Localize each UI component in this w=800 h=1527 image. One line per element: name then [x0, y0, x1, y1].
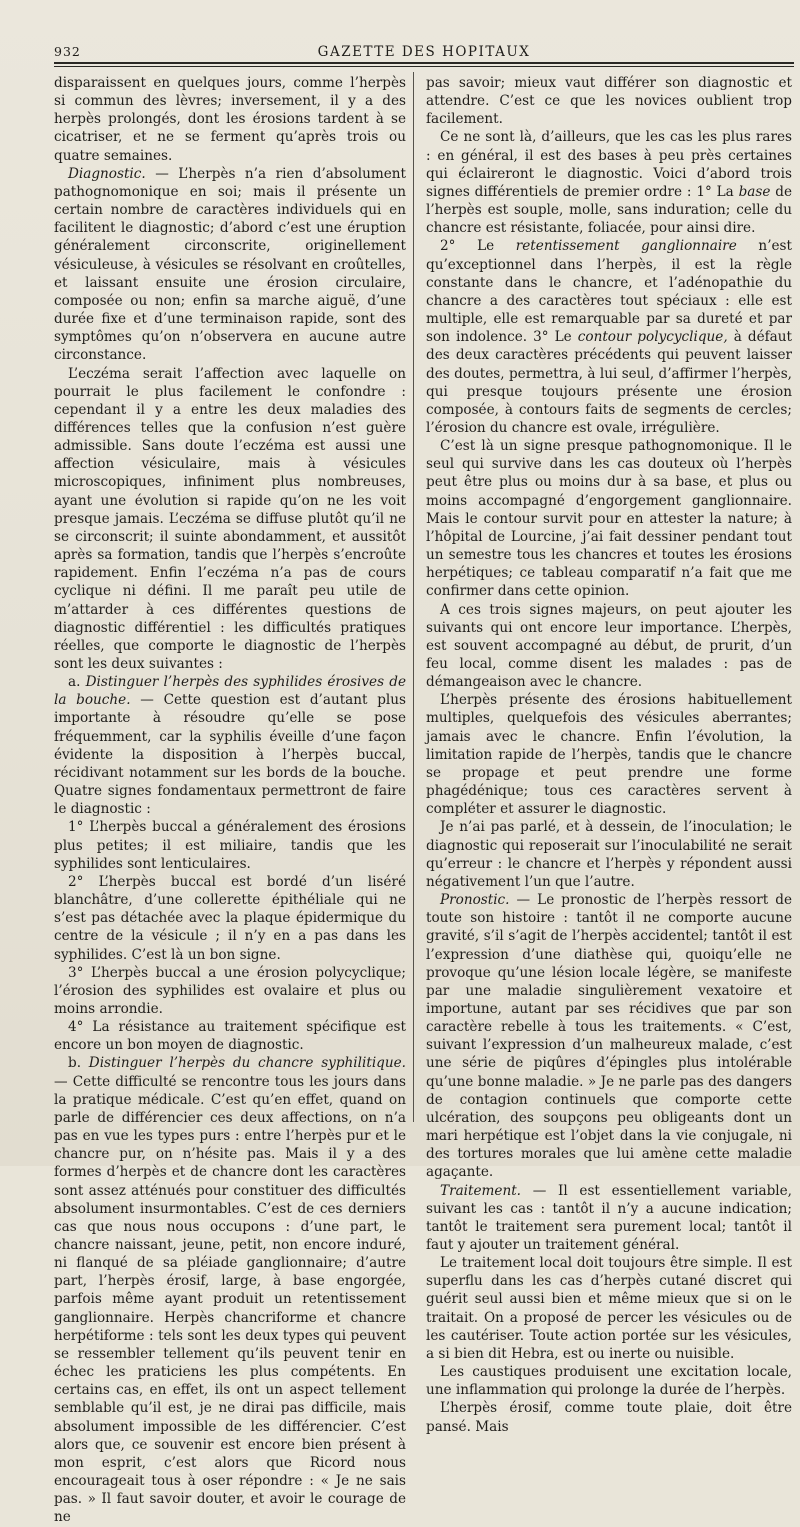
paragraph: L’herpès présente des érosions habituellement multiples, quelquefois des vésicules aberrantes; jamais avec le chancre. Enfin l’évolution, la limitation rapide de l’herpès, tandis que le chancre se propage et peut prendre une forme phagédénique; tous ces caractères servent à compléter et assurer le diagnostic.: [426, 692, 792, 818]
paragraph: 4° La résistance au traitement spécifique est encore un bon moyen de diagnostic.: [54, 1019, 406, 1054]
section-label: Traitement.: [440, 1182, 521, 1199]
paragraph: C’est là un signe presque pathognomonique. Il le seul qui survive dans les cas douteux où l’herpès peut être plus ou moins dur à sa base, et plus ou moins accompagné d’engorgement ganglionnaire. Mais le contour survit pour en attester la nature; à l’hôpital de Lourcine, j’ai fait dessiner pendant tout un semestre tous les chancres et toutes les érosions herpétiques; ce tableau comparatif n’a fait que me confirmer dans cette opinion.: [426, 438, 792, 600]
page-header: [54, 38, 794, 60]
paragraph-diagnostic: Diagnostic. — L’herpès n’a rien d’absolument pathognomonique en soi; mais il présente un certain nombre de caractères individuels qui en facilitent le diagnostic; d’abord c’est une éruption généralement circonscrite, originellement vésiculeuse, à vésicules se résolvant en croûtelles, et laissant ensuite une érosion circulaire, composée ou non; enfin sa marche aiguë, d’une durée fixe et d’une terminaison rapide, sont des symptômes qu’on n’observera en aucune autre circonstance.: [54, 165, 406, 364]
page-number: 932: [54, 44, 81, 59]
left-column: [54, 74, 406, 1527]
paragraph: Le traitement local doit toujours être simple. Il est superflu dans les cas d’herpès cutané discret qui guérit seul aussi bien et même mieux que si on le traitait. On a proposé de percer les vésicules ou de les cautériser. Toute action portée sur les vésicules, a si bien dit Hebra, est ou inerte ou nuisible.: [426, 1255, 792, 1362]
subsection-label: Distinguer l’herpès des syphilides érosives de la bouche.: [54, 674, 406, 709]
paragraph: disparaissent en quelques jours, comme l’herpès si commun des lèvres; inversement, il y a des herpès prolongés, dont les érosions tardent à se cicatriser, et ne se ferment qu’après trois ou quatre semaines.: [54, 75, 406, 164]
paragraph: Ce ne sont là, d’ailleurs, que les cas les plus rares : en général, il est des bases à peu près certaines qui éclaireront le diagnostic. Voici d’abord trois signes différentiels de premier ordre : 1° La base de l’herpès est souple, molle, sans induration; celle du chancre est résistante, foliacée, pour ainsi dire.: [426, 129, 792, 237]
paragraph: L’eczéma serait l’affection avec laquelle on pourrait le plus facilement le confondre : cependant il y a entre les deux maladies des différences telles que la confusion n’est guère admissible. Sans doute l’eczéma est aussi une affection vésiculaire, mais à vésicules microscopiques, infiniment plus nombreuses, ayant une évolution si rapide qu’on ne les voit presque jamais. L’eczéma se diffuse plutôt qu’il ne se circonscrit; il suinte abondamment, et aussitôt après sa formation, tandis que l’herpès s’encroûte rapidement. Enfin l’eczéma n’a pas de cours cyclique ni défini. Il me paraît peu utile de m’attarder à ces différentes questions de diagnostic différentiel : les difficultés pratiques réelles, que comporte le diagnostic de l’herpès sont les deux suivantes :: [54, 365, 406, 672]
paragraph: Je n’ai pas parlé, et à dessein, de l’inoculation; le diagnostic qui reposerait sur l’inoculabilité ne serait qu’erreur : le chancre et l’herpès y répondent aussi négativement l’un que l’autre.: [426, 819, 792, 890]
paragraph-traitement: Traitement. — Il est essentiellement variable, suivant les cas : tantôt il n’y a aucune indication; tantôt le traitement sera purement local; tantôt il faut y ajouter un traitement général.: [426, 1182, 792, 1253]
paragraph: A ces trois signes majeurs, on peut ajouter les suivants qui ont encore leur importance. L’herpès, est souvent accompagné au début, de prurit, d’un feu local, comme disent les malades : pas de démangeaison avec le chancre.: [426, 601, 792, 691]
right-column: [426, 74, 792, 1436]
header-rule-thick: [54, 62, 794, 64]
paragraph: pas savoir; mieux vaut différer son diagnostic et attendre. C’est ce que les novices oublient trop facilement.: [426, 75, 792, 128]
section-label: Diagnostic.: [68, 165, 146, 182]
paragraph: L’herpès érosif, comme toute plaie, doit être pansé. Mais: [426, 1400, 792, 1435]
paragraph-subsection-b: b. Distinguer l’herpès du chancre syphilitique. — Cette difficulté se rencontre tous les jours dans la pratique médicale. C’est qu’en effet, quand on parle de différencier ces deux affections, on n’a pas en vue les types purs : entre l’herpès pur et le chancre pur, on n’hésite pas. Mais il y a des formes d’herpès et de chancre dont les caractères sont assez atténués pour constituer des difficultés absolument insurmontables. C’est de ces derniers cas que nous nous occupons : d’une part, le chancre naissant, jeune, petit, non encore induré, ni flanqué de sa pléiade ganglionnaire; d’autre part, l’herpès érosif, large, à base engorgée, parfois même ayant produit un retentissement ganglionnaire. Herpès chancriforme et chancre herpétiforme : tels sont les deux types qui peuvent se ressembler tellement qu’ils peuvent tenir en échec les praticiens les plus compétents. En certains cas, en effet, ils ont un aspect tellement semblable qu’il est, je ne dirai pas difficile, mais absolument impossible de les différencier. C’est alors que, ce souvenir est encore bien présent à mon esprit, c’est alors que Ricord nous encourageait tous à oser répondre : « Je ne sais pas. » Il faut savoir douter, et avoir le courage de ne: [54, 1055, 406, 1526]
paragraph: Les caustiques produisent une excitation locale, une inflammation qui prolonge la durée de l’herpès.: [426, 1364, 792, 1399]
journal-title: GAZETTE DES HOPITAUX: [317, 44, 531, 60]
section-label: Pronostic.: [440, 892, 510, 909]
paragraph: 2° L’herpès buccal est bordé d’un liséré blanchâtre, d’une collerette épithéliale qui ne s’est pas détachée avec la plaque épidermique du centre de la vésicule ; il n’y en a pas dans les syphilides. C’est là un bon signe.: [54, 873, 406, 963]
paragraph: 1° L’herpès buccal a généralement des érosions plus petites; il est miliaire, tandis que les syphilides sont lenticulaires.: [54, 819, 406, 872]
subsection-label: Distinguer l’herpès du chancre syphilitique.: [88, 1055, 406, 1072]
paragraph-subsection-a: a. Distinguer l’herpès des syphilides érosives de la bouche. — Cette question est d’autant plus importante à résoudre qu’elle se pose fréquemment, car la syphilis éveille d’une façon évidente la disposition à l’herpès buccal, récidivant notamment sur les bords de la bouche. Quatre signes fondamentaux permettront de faire le diagnostic :: [54, 674, 406, 818]
paragraph: 2° Le retentissement ganglionnaire n’est qu’exceptionnel dans l’herpès, il est la règle constante dans le chancre, et l’adénopathie du chancre a des caractères tout spéciaux : elle est multiple, elle est remarquable par sa dureté et par son indolence. 3° Le contour polycyclique, à défaut des deux caractères précédents qui peuvent laisser des doutes, permettra, à lui seul, d’affirmer l’herpès, qui presque toujours présente une érosion composée, à contours faits de segments de cercles; l’érosion du chancre est ovale, irrégulière.: [426, 238, 792, 436]
paragraph-pronostic: Pronostic. — Le pronostic de l’herpès ressort de toute son histoire : tantôt il ne comporte aucune gravité, s’il s’agit de l’herpès accidentel; tantôt il est l’expression d’une diathèse qui, quoiqu’elle ne provoque qu’une lésion locale légère, se manifeste par une maladie singulièrement vexatoire et importune, autant par ses récidives que par son caractère rebelle à tous les traitements. « C’est, suivant l’expression d’un malheureux malade, c’est une série de piqûres d’épingles plus intolérable qu’une bonne maladie. » Je ne parle pas des dangers de contagion continuels que comporte cette ulcération, des soupçons peu obligeants dont un mari herpétique est l’objet dans la vie conjugale, ni des tortures morales que lui amène cette maladie agaçante.: [426, 892, 792, 1181]
header-rule-thin: [54, 66, 794, 67]
paragraph: 3° L’herpès buccal a une érosion polycyclique; l’érosion des syphilides est ovalaire et plus ou moins arrondie.: [54, 964, 406, 1017]
column-divider: [413, 72, 414, 1122]
